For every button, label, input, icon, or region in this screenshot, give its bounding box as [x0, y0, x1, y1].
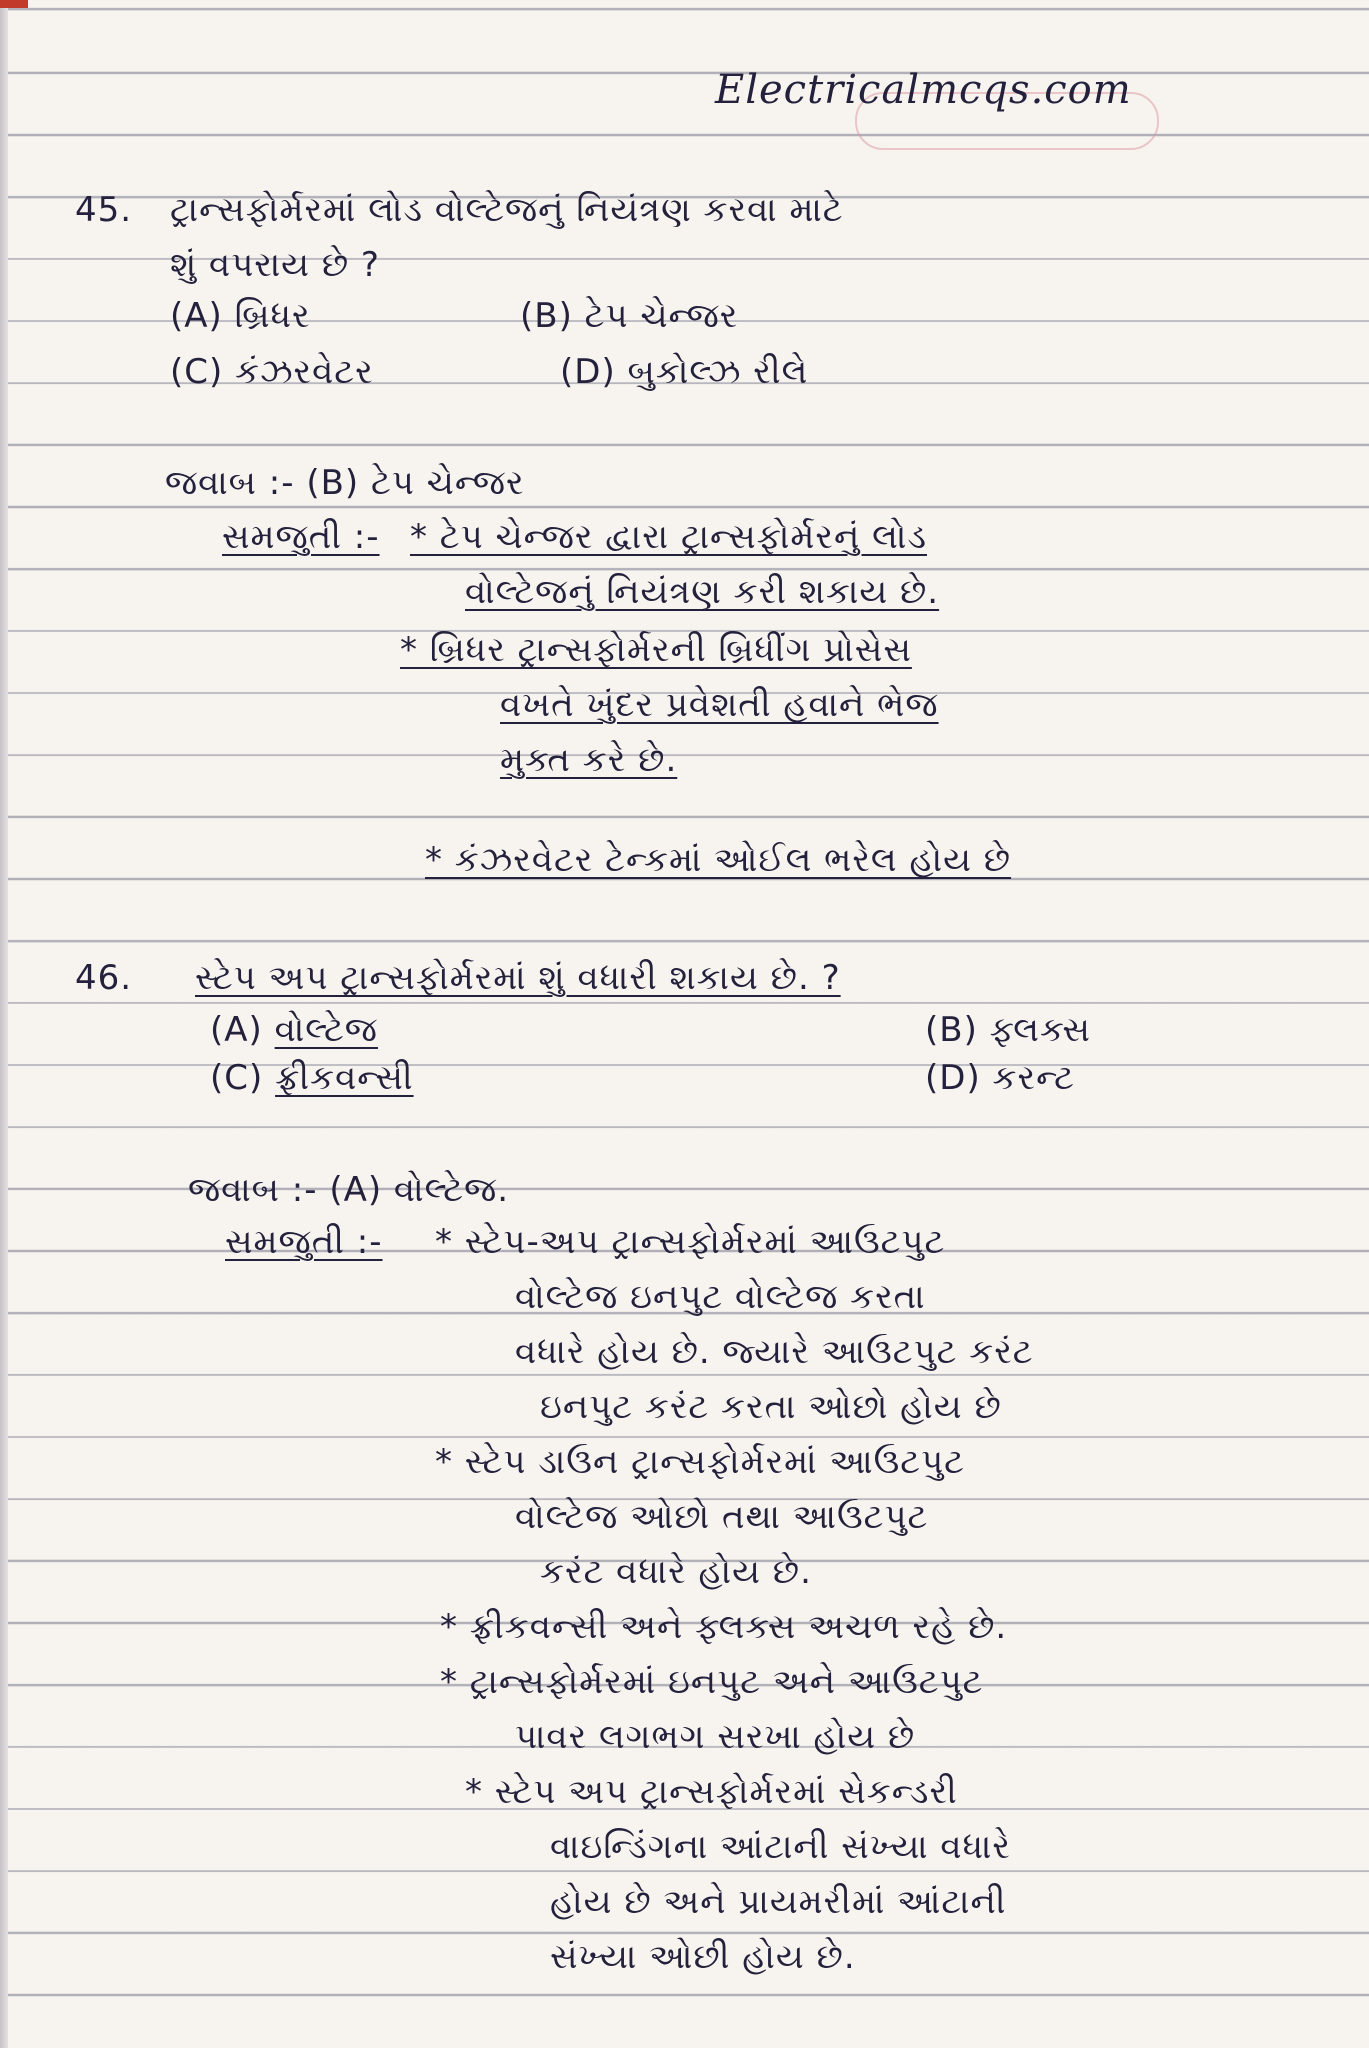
q45-number: 45. [75, 190, 133, 230]
answer-label: જવાબ :- [188, 1170, 318, 1210]
option-text: બુકોલ્ઝ રીલે [627, 352, 809, 392]
q46-explain-line: વોલ્ટેજ ઓછો તથા આઉટપુટ [515, 1497, 929, 1537]
option-key: (D) [925, 1058, 981, 1098]
q45-option-b [520, 296, 738, 336]
q45-question-line2: શું વપરાય છે ? [170, 245, 380, 285]
option-key: (D) [560, 352, 616, 392]
option-text: વોલ્ટેજ [274, 1010, 378, 1050]
q46-explain-line: વોલ્ટેજ ઇનપુટ વોલ્ટેજ કરતા [515, 1277, 926, 1317]
q46-explain-line: * સ્ટેપ અપ ટ્રાન્સફોર્મરમાં સેકન્ડરી [465, 1772, 958, 1812]
q46-option-b [925, 1010, 1091, 1050]
q46-explain-label: સમજુતી :- [225, 1222, 383, 1262]
q46-explain-line: પાવર લગભગ સરખા હોય છે [515, 1717, 916, 1757]
q45-explain-line: * બ્રિધર ટ્રાન્સફોર્મરની બ્રિધીંગ પ્રોસેસ [400, 630, 912, 670]
option-key: (A) [170, 296, 223, 336]
q46-explain-line: * ફ્રીકવન્સી અને ફ્લક્સ અચળ રહે છે. [440, 1607, 1008, 1647]
option-text: ફ્રીકવન્સી [275, 1058, 414, 1098]
q46-explain-line: વધારે હોય છે. જ્યારે આઉટપુટ કરંટ [515, 1332, 1034, 1372]
q45-explain-line: વોલ્ટેજનું નિયંત્રણ કરી શકાય છે. [465, 572, 940, 612]
q46-option-c [210, 1058, 414, 1098]
q45-explain-label: સમજુતી :- [222, 517, 380, 557]
q45-answer [165, 463, 525, 503]
q45-explain-line: * કંઝરવેટર ટેન્કમાં ઓઈલ ભરેલ હોય છે [425, 840, 1012, 880]
q46-explain-line: હોય છે અને પ્રાયમરીમાં આંટાની [550, 1882, 1007, 1922]
q46-answer [188, 1170, 509, 1210]
answer-label: જવાબ :- [165, 463, 295, 503]
q45-option-a [170, 296, 311, 336]
q46-explain-line: વાઇન્ડિંગના આંટાની સંખ્યા વધારે [550, 1827, 1011, 1867]
option-key: (A) [210, 1010, 263, 1050]
q46-number: 46. [75, 958, 133, 998]
q46-explain-line: * સ્ટેપ ડાઉન ટ્રાન્સફોર્મરમાં આઉટપુટ [435, 1442, 965, 1482]
q45-explain-line: * ટેપ ચેન્જર દ્વારા ટ્રાન્સફોર્મરનું લોડ [410, 517, 927, 557]
option-key: (C) [170, 352, 224, 392]
corner-mark [0, 0, 28, 8]
q45-question-line1: ટ્રાન્સફોર્મરમાં લોડ વોલ્ટેજનું નિયંત્રણ કરવા માટે [170, 190, 844, 230]
q46-explain-line: કરંટ વધારે હોય છે. [540, 1552, 812, 1592]
option-text: કંઝરવેટર [235, 352, 374, 392]
q46-explain-line: * ટ્રાન્સફોર્મરમાં ઇનપુટ અને આઉટપુટ [440, 1662, 984, 1702]
q45-option-c [170, 352, 374, 392]
q46-option-a [210, 1010, 378, 1050]
option-key: (B) [520, 296, 573, 336]
option-text: ફ્લક્સ [989, 1010, 1091, 1050]
option-key: (C) [210, 1058, 264, 1098]
q45-explain-line: મુક્ત કરે છે. [500, 740, 678, 780]
q46-question: સ્ટેપ અપ ટ્રાન્સફોર્મરમાં શું વધારી શકાય છે. ? [195, 958, 841, 998]
q46-explain-line: ઇનપુટ કરંટ કરતા ઓછો હોય છે [540, 1387, 1002, 1427]
page-edge [0, 0, 8, 2048]
q46-explain-line: સંખ્યા ઓછી હોય છે. [550, 1937, 856, 1977]
q46-option-d [925, 1058, 1075, 1098]
option-text: કરન્ટ [992, 1058, 1075, 1098]
answer-text: (A) વોલ્ટેજ. [329, 1170, 510, 1210]
q45-explain-line: વખતે ખુંદર પ્રવેશતી હવાને ભેજ [500, 685, 939, 725]
q45-option-d [560, 352, 808, 392]
option-key: (B) [925, 1010, 978, 1050]
answer-text: (B) ટેપ ચેન્જર [306, 463, 525, 503]
q46-explain-line: * સ્ટેપ-અપ ટ્રાન્સફોર્મરમાં આઉટપુટ [435, 1222, 946, 1262]
option-text: ટેપ ચેન્જર [584, 296, 739, 336]
option-text: બ્રિધર [234, 296, 311, 336]
site-watermark: Electricalmcqs.com [715, 67, 1132, 113]
